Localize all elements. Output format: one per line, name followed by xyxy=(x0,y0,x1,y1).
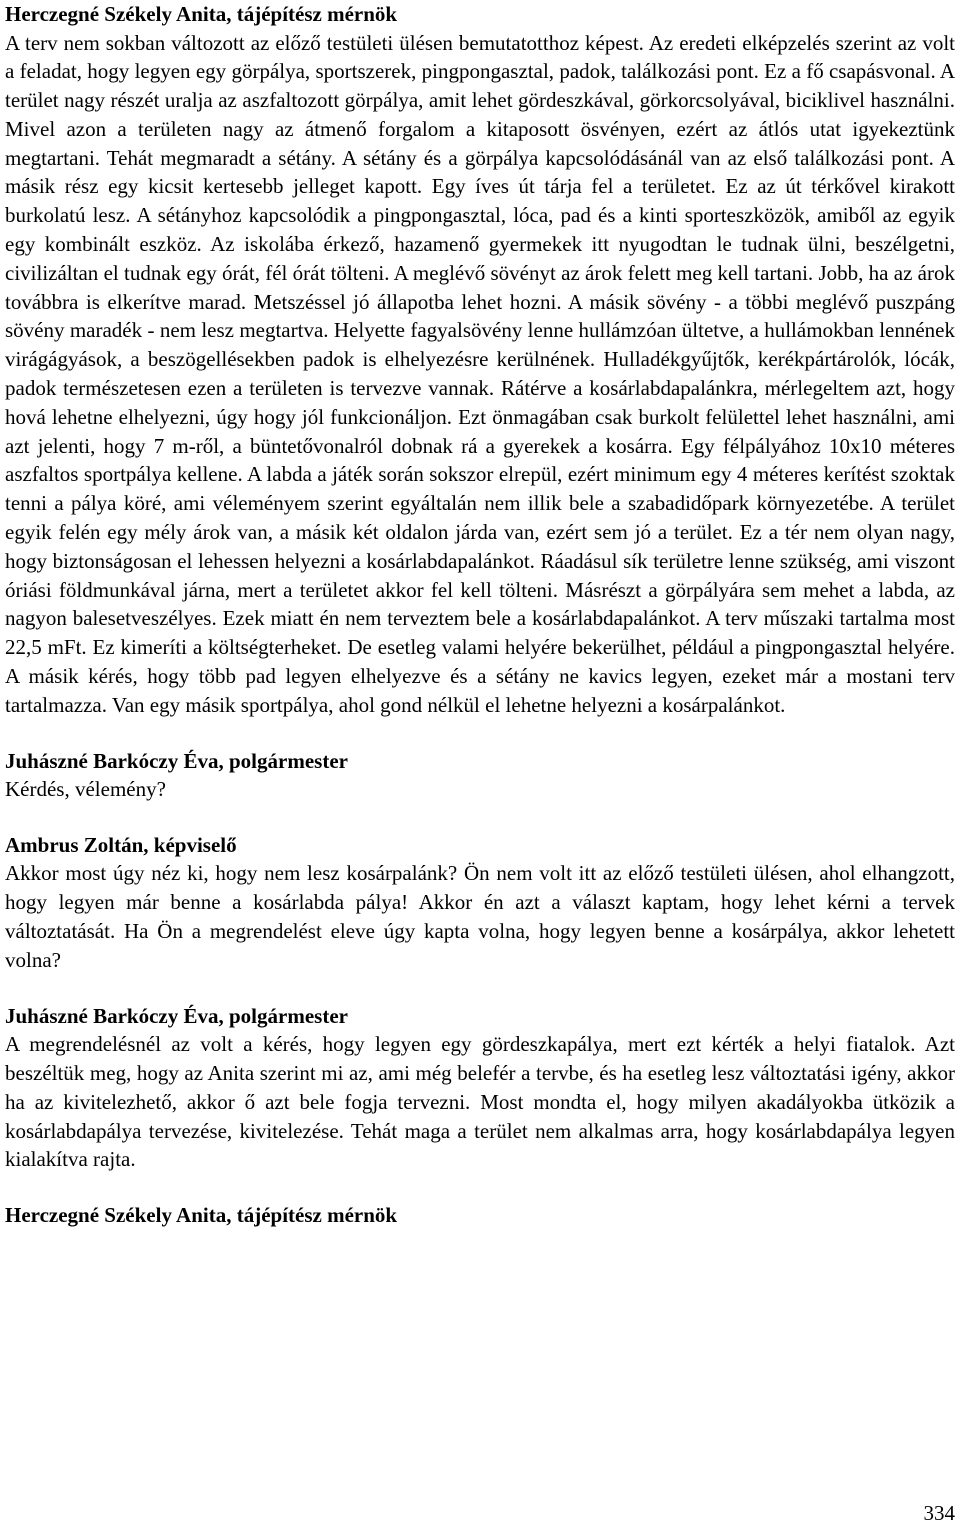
speech-text: Kérdés, vélemény? xyxy=(5,777,166,802)
speech-text: Akkor most úgy néz ki, hogy nem lesz kosárpalánk? Ön nem volt itt az előző testületi ülésen, ahol elhangzott, hogy legyen már benne a kosárlabda pálya! Akkor én azt a választ kaptam, hogy lehet kérni a tervek változtatását. Ha Ön a megrendelést eleve úgy kapta volna, hogy legyen benne a kosárpálya, akkor lehetett volna? xyxy=(5,861,955,972)
speech-section-5 xyxy=(5,1201,955,1230)
speech-text: A terv nem sokban változott az előző testületi ülésen bemutatotthoz képest. Az eredeti elképzelés szerint az volt a feladat, hogy legyen egy görpálya, sportszerek, pingpongasztal, padok, találkozási pont. Ez a fő csapásvonal. A terület nagy részét uralja az aszfaltozott görpálya, amit lehet gördeszkával, görkorcsolyával, biciklivel használni. Mivel azon a területen nagy az átmenő forgalom a kitaposott ösvényen, ezért az átlós utat igyekeztünk megtartani. Tehát megmaradt a sétány. A sétány és a görpálya kapcsolódásánál van az első találkozási pont. A másik rész egy kicsit kertesebb jelleget kapott. Egy íves út tárja fel a területet. Ez az út térkővel kirakott burkolatú lesz. A sétányhoz kapcsolódik a pingpongasztal, lóca, pad és a kinti sporteszközök, amiből az egyik egy kombinált eszköz. Az iskolába érkező, hazamenő gyermekek itt nyugodtan le tudnak ülni, beszélgetni, civilizáltan el tudnak egy órát, fél órát tölteni. A meglévő sövényt az árok felett meg kell tartani. Jobb, ha az árok továbbra is elkerítve marad. Metszéssel jó állapotba lehet hozni. A másik sövény - a többi meglévő puszpáng sövény maradék - nem lesz megtartva. Helyette fagyalsövény lenne hullámzóan ültetve, a hullámokban lennének virágágyások, a beszögellésekben padok is elhelyezésre kerülnének. Hulladékgyűjtők, kerékpártárolók, lócák, padok természetesen ezen a területen is tervezve vannak. Rátérve a kosárlabdapalánkra, mérlegeltem azt, hogy hová lehetne elhelyezni, úgy hogy jól funkcionáljon. Ezt önmagában csak burkolt felülettel lehet használni, ami azt jelenti, hogy 7 m-ről, a büntetővonalról dobnak rá a gyerekek a kosárra. Egy félpályához 10x10 méteres aszfaltos sportpálya kellene. A labda a játék során sokszor elrepül, ezért minimum egy 4 méteres kerítést szoktak tenni a pálya köré, ami véleményem szerint egyáltalán nem illik bele a szabadidőpark környezetébe. A terület egyik felén egy mély árok van, a másik két oldalon járda van, ezért sem jó a terület. Ez a tér nem olyan nagy, hogy biztonságosan el lehessen helyezni a kosárlabdapalánkot. Ráadásul sík területre lenne szükség, ami viszont óriási földmunkával járna, mert a területet akkor fel kell tölteni. Másrészt a görpályára sem mehet a labda, az nagyon balesetveszélyes. Ezek miatt én nem terveztem bele a kosárlabdapalánkot. A terv műszaki tartalma most 22,5 mFt. Ez kimeríti a költségterheket. De esetleg valami helyére bekerülhet, például a pingpongasztal helyére. A másik kérés, hogy több pad legyen elhelyezve és a sétány ne kavics legyen, ezeket már a mostani terv tartalmazza. Van egy másik sportpálya, ahol gond nélkül el lehetne helyezni a kosárpalánkot. xyxy=(5,30,955,717)
page-number: 334 xyxy=(923,1501,955,1525)
speech-section-4 xyxy=(5,1002,955,1174)
section-gap xyxy=(5,1174,955,1201)
speech-text: A megrendelésnél az volt a kérés, hogy legyen egy gördeszkapálya, mert ezt kérték a helyi fiatalok. Azt beszéltük meg, hogy az Anita szerint mi az, ami még belefér a tervbe, és ha esetleg lesz változtatási igény, akkor ha az kivitelezhető, akkor ő azt bele fogja tervezni. Most mondta el, hogy milyen akadályokba ütközik a kosárlabdapálya tervezése, kivitelezése. Tehát maga a terület nem alkalmas arra, hogy kosárlabdapálya legyen kialakítva rajta. xyxy=(5,1032,955,1172)
speaker-name: Ambrus Zoltán, képviselő xyxy=(5,832,237,857)
section-gap xyxy=(5,975,955,1002)
speech-section-2 xyxy=(5,747,955,804)
speech-section-3 xyxy=(5,831,955,975)
speaker-name: Herczegné Székely Anita, tájépítész mérnök xyxy=(5,1203,398,1228)
speaker-name: Juhászné Barkóczy Éva, polgármester xyxy=(5,748,348,773)
speech-section-1 xyxy=(5,0,955,720)
section-gap xyxy=(5,720,955,747)
document-page xyxy=(5,0,955,1230)
speaker-name: Juhászné Barkóczy Éva, polgármester xyxy=(5,1003,348,1028)
section-gap xyxy=(5,804,955,831)
speaker-name: Herczegné Székely Anita, tájépítész mérnök xyxy=(5,2,398,26)
